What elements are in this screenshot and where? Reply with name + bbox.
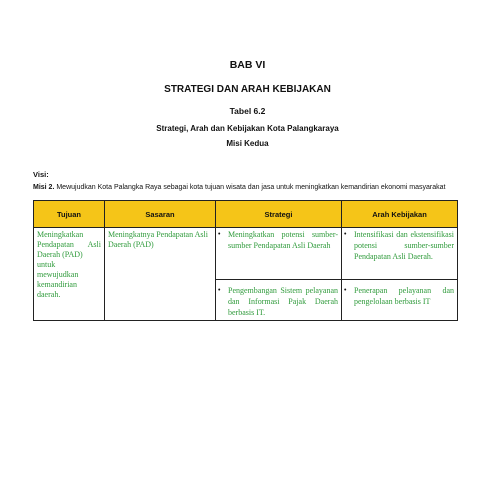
misi-text: Mewujudkan Kota Palangka Raya sebagai kota tujuan wisata dan jasa untuk meningkatkan kemandirian ekonomi masyarakat xyxy=(54,184,446,191)
misi-label: Misi 2. xyxy=(33,184,55,191)
table-number: Tabel 6.2 xyxy=(229,106,266,116)
tujuan-line: Pendapatan Asli xyxy=(37,240,101,249)
arah-text: Penerapan pelayanan dan pengelolaan berbasis IT xyxy=(354,286,454,306)
header-tujuan: Tujuan xyxy=(34,201,105,228)
strategy-table xyxy=(33,200,458,321)
bullet-icon: • xyxy=(218,231,221,238)
table-title: Strategi, Arah dan Kebijakan Kota Palangkaraya xyxy=(156,124,339,133)
bullet-icon: • xyxy=(344,287,347,294)
tujuan-line: Meningkatkan xyxy=(37,230,84,239)
strategi-text: Pengembangan Sistem pelayanan dan Informasi Pajak Daerah berbasis IT. xyxy=(228,286,338,317)
cell-arah-kebijakan xyxy=(342,280,458,321)
table-header-row xyxy=(34,201,458,228)
chapter-heading: BAB VI xyxy=(229,59,266,71)
cell-sasaran xyxy=(105,228,216,321)
mission-label: Misi Kedua xyxy=(226,139,269,148)
strategi-text: Meningkatkan potensi sumber-sumber Pendapatan Asli Daerah xyxy=(228,230,338,250)
cell-strategi xyxy=(216,228,342,280)
arah-text: Intensifikasi dan ekstensifikasi potensi sumber-sumber Pendapatan Asli Daerah. xyxy=(354,230,454,261)
header-arah-kebijakan: Arah Kebijakan xyxy=(342,201,458,228)
cell-strategi xyxy=(216,280,342,321)
bullet-icon: • xyxy=(344,231,347,238)
misi-statement xyxy=(33,184,445,191)
cell-tujuan xyxy=(34,228,105,321)
bullet-icon: • xyxy=(218,287,221,294)
tujuan-line: kemandirian daerah. xyxy=(37,280,77,299)
cell-arah-kebijakan xyxy=(342,228,458,280)
header-sasaran: Sasaran xyxy=(105,201,216,228)
header-strategi: Strategi xyxy=(216,201,342,228)
tujuan-line: mewujudkan xyxy=(37,270,79,279)
sasaran-text: Meningkatnya Pendapatan Asli Daerah (PAD) xyxy=(108,230,208,249)
chapter-title: STRATEGI DAN ARAH KEBIJAKAN xyxy=(164,84,331,95)
tujuan-line: Daerah (PAD) untuk xyxy=(37,250,83,269)
visi-label: Visi: xyxy=(33,170,49,179)
table-row xyxy=(34,228,458,280)
